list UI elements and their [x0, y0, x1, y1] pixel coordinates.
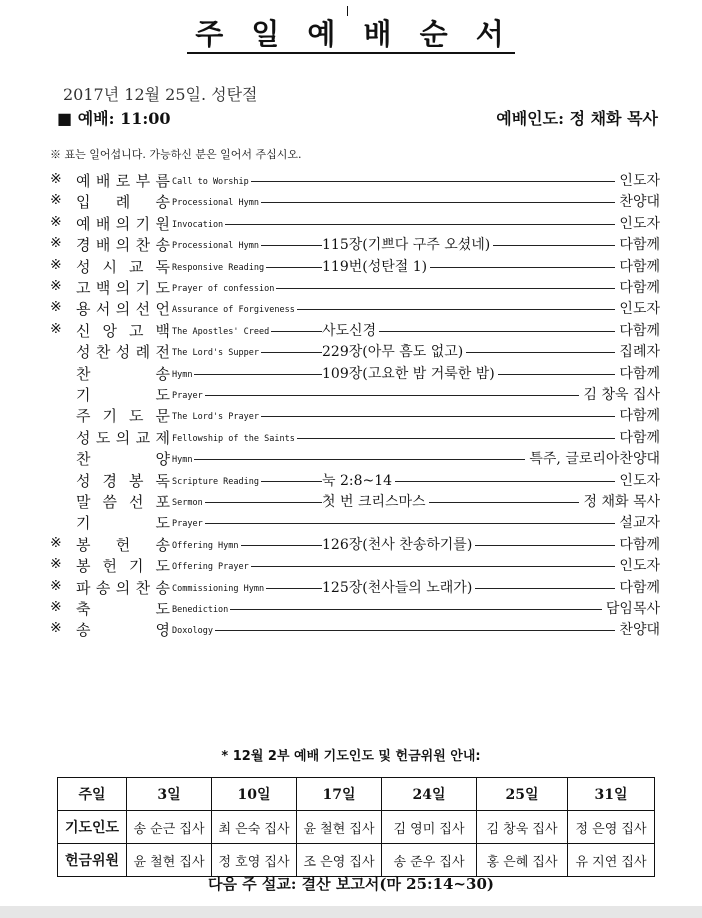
- item-role: 다함께: [617, 234, 660, 254]
- page-title: 주 일 예 배 순 서: [0, 12, 702, 53]
- item-english-name: Fellowship of the Saints: [172, 433, 295, 444]
- item-role: 인도자: [617, 298, 660, 318]
- item-role: 찬양대: [617, 619, 660, 639]
- item-detail: 눅 2:8~14: [322, 470, 395, 490]
- duty-title: * 12월 2부 예배 기도인도 및 헌금위원 안내:: [221, 749, 481, 764]
- duty-row: [58, 811, 655, 844]
- item-name: 신 앙 고 백: [76, 321, 170, 340]
- standing-mark: ※: [50, 534, 62, 551]
- worship-item: [50, 320, 660, 342]
- worship-item: [50, 405, 660, 427]
- item-role: 찬양대: [617, 191, 660, 211]
- item-role: 인도자: [617, 470, 660, 490]
- standing-mark: ※: [50, 235, 62, 252]
- duty-cell: 조 은영 집사: [297, 844, 382, 877]
- item-role: 정 채화 목사: [581, 491, 660, 511]
- item-english-name: Prayer: [172, 391, 203, 401]
- item-role: 다함께: [617, 320, 660, 340]
- duty-header-cell: 24일: [382, 778, 477, 811]
- worship-item: [50, 555, 660, 577]
- item-english-name: Prayer of confession: [172, 284, 275, 294]
- item-role: 다함께: [617, 363, 660, 383]
- item-name: 성 경 봉 독: [76, 471, 170, 490]
- item-detail: 126장(천사 찬송하기를): [322, 534, 475, 554]
- leader-line: [266, 267, 615, 268]
- item-name: 예 배 로 부 름: [76, 172, 170, 190]
- item-role: 인도자: [617, 213, 660, 233]
- item-role: 다함께: [617, 405, 660, 425]
- duty-cell: 유 지연 집사: [568, 844, 655, 877]
- service-date: 2017년 12월 25일. 성탄절: [63, 85, 258, 104]
- item-english-name: Benediction: [172, 605, 229, 615]
- item-detail: 119번(성탄절 1): [322, 256, 430, 276]
- item-name: 고 백 의 기 도: [76, 279, 170, 297]
- standing-mark: ※: [50, 599, 62, 615]
- leader-line: [205, 523, 615, 524]
- item-role: 집례자: [617, 341, 660, 361]
- leader-line: [297, 309, 615, 310]
- duty-cell: 정 호영 집사: [212, 844, 297, 877]
- item-detail: 125장(천사들의 노래가): [322, 577, 475, 597]
- service-time: ■ 예배: 11:00: [57, 109, 171, 128]
- duty-cell: 송 순근 집사: [127, 811, 212, 844]
- duty-cell: 김 창욱 집사: [477, 811, 568, 844]
- item-english-name: Processional Hymn: [172, 241, 259, 252]
- item-english-name: Offering Hymn: [172, 540, 239, 551]
- item-role: 다함께: [617, 427, 660, 447]
- item-english-name: Assurance of Forgiveness: [172, 305, 295, 316]
- item-name: 찬 양: [76, 450, 170, 469]
- item-name: 봉 헌 송: [76, 535, 170, 554]
- item-name: 성 찬 성 례 전: [76, 343, 170, 362]
- item-english-name: Hymn: [172, 455, 193, 466]
- duty-cell: 김 영미 집사: [382, 811, 477, 844]
- duty-cell: 정 은영 집사: [568, 811, 655, 844]
- item-name: 송 영: [76, 621, 170, 640]
- worship-item: [50, 534, 660, 556]
- item-english-name: Sermon: [172, 498, 203, 508]
- item-name: 성 시 교 독: [76, 257, 170, 276]
- standing-mark: ※: [50, 278, 62, 294]
- duty-header-cell: 10일: [212, 778, 297, 811]
- item-detail: 109장(고요한 밤 거룩한 밤): [322, 363, 498, 383]
- worship-item: [50, 363, 660, 385]
- item-name: 기 도: [76, 514, 170, 533]
- standing-mark: ※: [50, 213, 62, 230]
- item-name: 찬 송: [76, 364, 170, 383]
- item-english-name: The Apostles' Creed: [172, 326, 270, 337]
- leader-line: [261, 416, 615, 417]
- duty-header-cell: 31일: [568, 778, 655, 811]
- item-name: 기 도: [76, 386, 170, 404]
- worship-item: [50, 491, 660, 513]
- item-english-name: Processional Hymn: [172, 198, 259, 209]
- item-name: 말 씀 선 포: [76, 493, 170, 511]
- worship-item: [50, 384, 660, 406]
- leader-line: [251, 181, 615, 182]
- duty-role-cell: 기도인도: [58, 811, 127, 844]
- item-detail: 첫 번 크리스마스: [322, 491, 429, 511]
- standing-mark: ※: [50, 620, 62, 637]
- leader-line: [215, 630, 615, 631]
- item-role: 다함께: [617, 277, 660, 297]
- item-role: 다함께: [617, 577, 660, 597]
- duty-header-cell: 17일: [297, 778, 382, 811]
- leader-line: [251, 566, 615, 567]
- leader-line: [276, 288, 615, 289]
- worship-leader: 예배인도: 정 채화 목사: [496, 109, 658, 128]
- leader-line: [261, 481, 615, 482]
- bottom-scroll-area: [0, 906, 702, 918]
- standing-mark: ※: [50, 320, 62, 337]
- item-english-name: Doxology: [172, 626, 213, 637]
- duty-role-cell: 헌금위원: [58, 844, 127, 877]
- item-detail: 229장(아무 흠도 없고): [322, 341, 466, 361]
- worship-item: [50, 512, 660, 534]
- item-english-name: Responsive Reading: [172, 262, 265, 273]
- worship-item: [50, 448, 660, 470]
- worship-item: [50, 213, 660, 235]
- item-role: 김 창욱 집사: [581, 384, 660, 404]
- item-english-name: Invocation: [172, 219, 224, 230]
- item-name: 축 도: [76, 600, 170, 618]
- item-role: 특주, 글로리아찬양대: [527, 448, 660, 468]
- item-english-name: Call to Worship: [172, 177, 249, 187]
- item-english-name: Prayer: [172, 519, 203, 530]
- duty-header-cell: 25일: [477, 778, 568, 811]
- worship-item: [50, 577, 660, 599]
- standing-mark: ※: [50, 192, 62, 209]
- item-name: 경 배 의 찬 송: [76, 236, 170, 255]
- worship-item: [50, 598, 660, 620]
- worship-item: [50, 256, 660, 278]
- item-role: 인도자: [617, 555, 660, 575]
- worship-item: [50, 298, 660, 320]
- next-sermon: 다음 주 설교: 결산 보고서(마 25:14~30): [208, 875, 494, 893]
- item-english-name: Hymn: [172, 369, 193, 380]
- item-detail: 115장(기쁘다 구주 오셨네): [322, 234, 493, 254]
- duty-row: [58, 844, 655, 877]
- worship-item: [50, 191, 660, 213]
- duty-header-row: [58, 778, 655, 811]
- standing-mark: ※: [50, 171, 62, 187]
- worship-item: [50, 470, 660, 492]
- leader-line: [205, 395, 579, 396]
- duty-header-cell: 3일: [127, 778, 212, 811]
- standing-mark: ※: [50, 256, 62, 273]
- duty-cell: 윤 철현 집사: [297, 811, 382, 844]
- leader-line: [261, 202, 615, 203]
- duty-cell: 홍 은혜 집사: [477, 844, 568, 877]
- standing-mark: ※: [50, 577, 62, 594]
- item-role: 인도자: [617, 170, 660, 190]
- worship-item: [50, 427, 660, 449]
- item-role: 다함께: [617, 534, 660, 554]
- item-name: 입 례 송: [76, 193, 170, 212]
- leader-line: [194, 459, 525, 460]
- worship-item: [50, 619, 660, 641]
- item-name: 예 배 의 기 원: [76, 214, 170, 233]
- item-name: 주 기 도 문: [76, 407, 170, 426]
- worship-item: [50, 170, 660, 192]
- item-english-name: Scripture Reading: [172, 476, 259, 487]
- item-role: 설교자: [617, 512, 660, 532]
- worship-item: [50, 341, 660, 363]
- leader-line: [225, 224, 615, 225]
- item-english-name: Offering Prayer: [172, 562, 249, 573]
- item-name: 파 송 의 찬 송: [76, 578, 170, 597]
- item-english-name: Commissioning Hymn: [172, 583, 265, 594]
- item-role: 담임목사: [604, 598, 660, 618]
- worship-item: [50, 277, 660, 299]
- duty-cell: 송 준우 집사: [382, 844, 477, 877]
- worship-item: [50, 234, 660, 256]
- item-english-name: The Lord's Supper: [172, 348, 259, 359]
- standing-note: ※ 표는 일어섭니다. 가능하신 분은 일어서 주십시오.: [50, 148, 302, 161]
- leader-line: [230, 609, 602, 610]
- item-name: 봉 헌 기 도: [76, 557, 170, 576]
- duty-header-cell: 주일: [58, 778, 127, 811]
- standing-mark: ※: [50, 556, 62, 573]
- item-role: 다함께: [617, 256, 660, 276]
- standing-mark: ※: [50, 299, 62, 316]
- duty-table: [57, 777, 655, 877]
- duty-cell: 최 은숙 집사: [212, 811, 297, 844]
- item-name: 용 서 의 선 언: [76, 300, 170, 319]
- item-english-name: The Lord's Prayer: [172, 412, 259, 423]
- item-detail: 사도신경: [322, 320, 379, 340]
- leader-line: [297, 438, 615, 439]
- duty-cell: 윤 철현 집사: [127, 844, 212, 877]
- item-name: 성 도 의 교 제: [76, 428, 170, 447]
